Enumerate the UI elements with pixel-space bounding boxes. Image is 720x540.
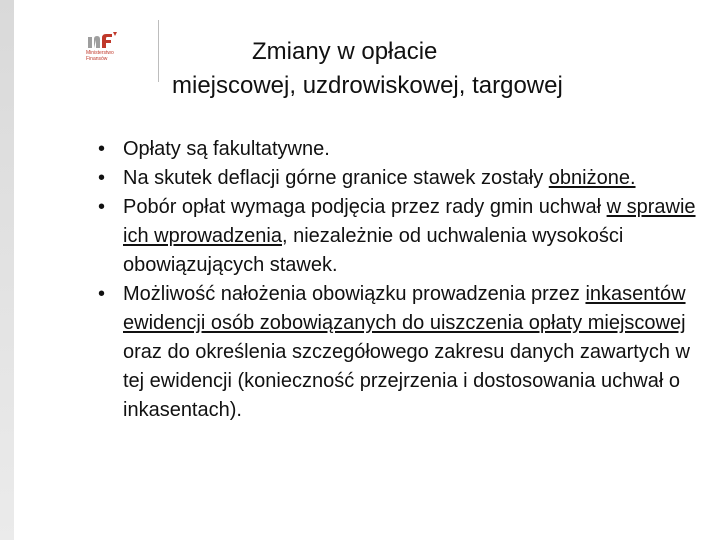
bullet-list	[98, 135, 698, 425]
slide-title	[160, 35, 640, 103]
logo-text-line2: Finansów	[86, 56, 108, 62]
logo-text-line1: Ministerstwo	[86, 50, 114, 56]
bullet-item	[98, 135, 698, 164]
logo-caption	[86, 50, 114, 62]
ministry-logo	[86, 30, 146, 70]
bullet-marker: •	[98, 196, 106, 218]
bullet-text: Opłaty są fakultatywne.	[123, 138, 330, 160]
bullet-marker: •	[98, 283, 106, 305]
bullet-text: Na skutek deflacji górne granice stawek zostały	[123, 167, 549, 189]
title-line-2: miejscowej, uzdrowiskowej, targowej	[172, 72, 563, 99]
bullet-item	[98, 193, 698, 280]
bullet-text: , niezależnie od uchwalenia wysokości obowiązujących stawek.	[123, 225, 624, 276]
bullet-item	[98, 164, 698, 193]
bullet-marker: •	[98, 138, 106, 160]
bullet-text: Pobór opłat wymaga podjęcia przez rady gmin uchwał	[123, 196, 607, 218]
bullet-text: oraz do określenia szczegółowego zakresu danych zawartych w tej ewidencji (konieczność przejrzenia i dostosowania uchwał o inkasentach).	[123, 341, 690, 421]
bullet-marker: •	[98, 167, 106, 189]
underlined-text: inkasentów ewidencji osób zobowiązanych do uiszczenia opłaty miejscowej	[123, 283, 686, 334]
left-decorative-strip	[0, 0, 14, 540]
bullet-text: Możliwość nałożenia obowiązku prowadzenia przez	[123, 283, 586, 305]
header-divider	[158, 20, 159, 82]
underlined-text: w sprawie ich wprowadzenia	[123, 196, 696, 247]
ministry-of-finance-logo-icon	[86, 30, 120, 50]
bullet-item	[98, 280, 698, 425]
title-line-1: Zmiany w opłacie	[252, 38, 438, 65]
underlined-text: obniżone.	[548, 167, 636, 189]
